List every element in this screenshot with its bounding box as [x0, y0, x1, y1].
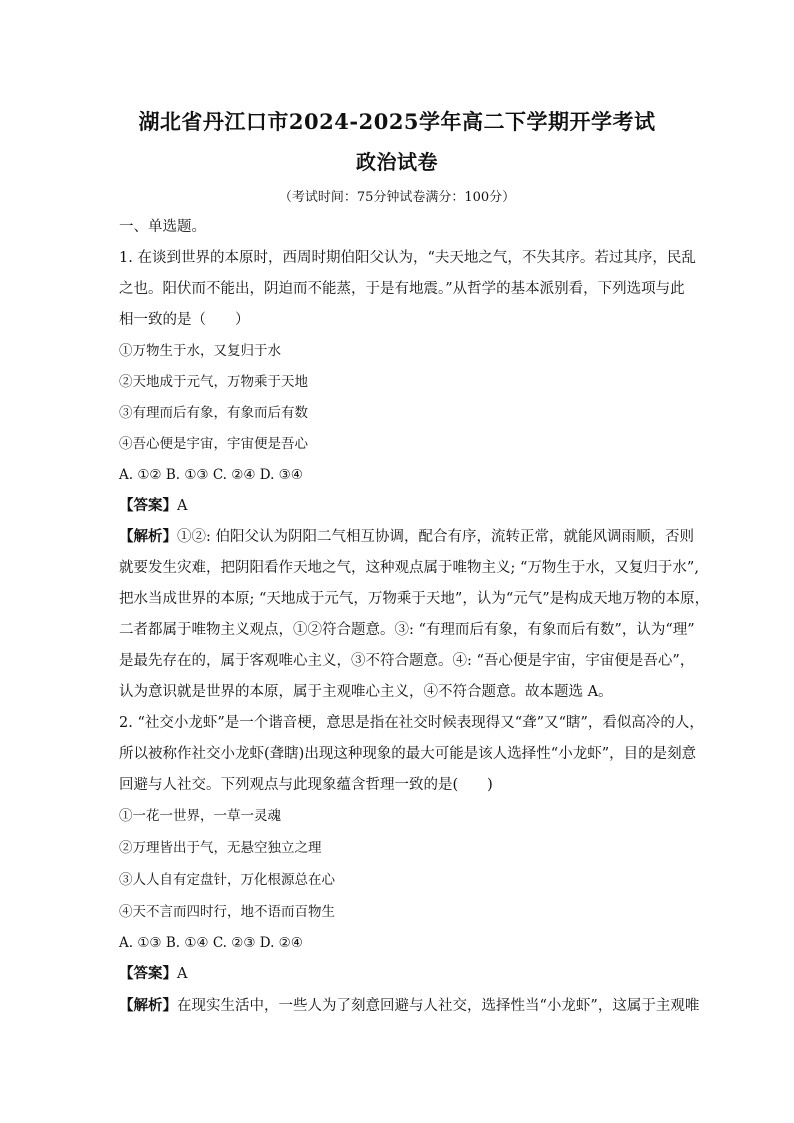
q1-analysis-line: 二者都属于唯物主义观点，①②符合题意。③: “有理而后有象，有象而后有数”，认为“理”: [119, 622, 695, 638]
q1-analysis-line: 是最先存在的，属于客观唯心主义，③不符合题意。④: “吾心便是宇宙，宇宙便是吾心”，: [119, 653, 695, 669]
q1-stem-line: 1. 在谈到世界的本原时，西周时期伯阳父认为，“夫天地之气，不失其序。若过其序，民乱: [119, 250, 696, 266]
q1-option: ③有理而后有象，有象而后有数: [119, 405, 308, 421]
q2-answer: [119, 964, 699, 984]
q2-option: ④天不言而四时行，地不语而百物生: [119, 904, 335, 920]
q2-stem-line: 2. “社交小龙虾”是一个谐音梗，意思是指在社交时候表现得又“聋”又“瞎”，看似高冷的人，: [119, 715, 704, 731]
analysis-label: 【解析】: [119, 528, 177, 545]
analysis-label: 【解析】: [119, 997, 177, 1014]
q1-answer: [119, 496, 699, 516]
exam-info: （考试时间：75分钟试卷满分：100分）: [278, 190, 516, 205]
answer-value: A: [177, 966, 188, 982]
q1-analysis-line: 就要发生灾难，把阴阳看作天地之气，这种观点属于唯物主义; “万物生于水，又复归于水”,: [119, 560, 699, 576]
q1-option: ②天地成于元气，万物乘于天地: [119, 374, 308, 390]
section-title: 一、单选题。: [119, 219, 206, 235]
q2-stem-line: 回避与人社交。下列观点与此现象蕴含哲理一致的是( ): [119, 777, 493, 793]
q2-analysis-line: [119, 996, 699, 1016]
q2-option: ①一花一世界，一草一灵魂: [119, 808, 281, 824]
q1-analysis-line: 把水当成世界的本原; “天地成于元气，万物乘于天地”，认为“元气”是构成天地万物的本原，: [119, 591, 710, 607]
page-title: 湖北省丹江口市2024-2025学年高二下学期开学考试: [138, 109, 656, 134]
q1-stem-line: 之也。阳伏而不能出，阴迫而不能蒸，于是有地震。”从哲学的基本派别看，下列选项与此: [119, 281, 685, 297]
answer-label: 【答案】: [119, 965, 177, 982]
answer-label: 【答案】: [119, 497, 177, 514]
q1-option: ①万物生于水，又复归于水: [119, 343, 281, 359]
q1-analysis-line: [119, 527, 699, 547]
q1-stem-line: 相一致的是（ ）: [119, 312, 250, 328]
q2-option: ②万理皆出于气，无悬空独立之理: [119, 840, 322, 856]
page-subtitle: 政治试卷: [356, 150, 438, 174]
q2-option: ③人人自有定盘针，万化根源总在心: [119, 872, 335, 888]
q1-choices: A. ①② B. ①③ C. ②④ D. ③④: [119, 467, 303, 483]
analysis-text: 在现实生活中，一些人为了刻意回避与人社交，选择性当“小龙虾”，这属于主观唯: [177, 998, 700, 1014]
answer-value: A: [177, 498, 188, 514]
q1-analysis-line: 认为意识就是世界的本原，属于主观唯心主义，④不符合题意。故本题选 A。: [119, 684, 613, 700]
analysis-text: ①②: 伯阳父认为阴阳二气相互协调，配合有序，流转正常，就能风调雨顺，否则: [177, 529, 694, 545]
q1-option: ④吾心便是宇宙，宇宙便是吾心: [119, 436, 308, 452]
q2-stem-line: 所以被称作社交小龙虾(聋瞎)出现这种现象的最大可能是该人选择性“小龙虾”，目的是刻意: [119, 746, 697, 762]
q2-choices: A. ①③ B. ①④ C. ②③ D. ②④: [119, 935, 303, 951]
